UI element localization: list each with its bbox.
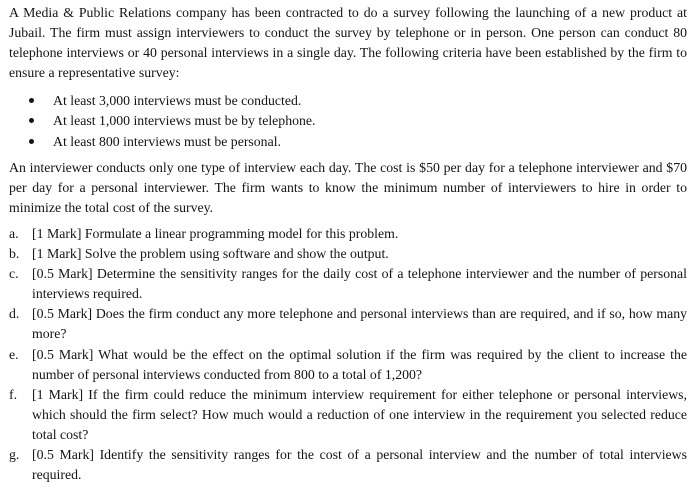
question-text: [1 Mark] Formulate a linear programming model for this problem. bbox=[32, 225, 399, 241]
cost-paragraph: An interviewer conducts only one type of interview each day. The cost is $50 per day for a telephone interviewer and $70 per day for a personal interviewer. The firm wants to know the minimum number of interviewers to hire in order to minimize the total cost of the survey. bbox=[9, 159, 687, 215]
question-item-a bbox=[9, 224, 687, 244]
question-text: [0.5 Mark] Determine the sensitivity ranges for the daily cost of a telephone interviewer and the number of personal interviews required. bbox=[32, 266, 687, 302]
question-letter: g. bbox=[9, 446, 20, 462]
question-letter: f. bbox=[9, 386, 18, 402]
question-item-d bbox=[9, 304, 687, 344]
criteria-item bbox=[9, 91, 687, 111]
criteria-text: At least 800 interviews must be personal. bbox=[53, 133, 281, 149]
criteria-list bbox=[9, 91, 687, 151]
question-letter: a. bbox=[9, 225, 19, 241]
question-item-g bbox=[9, 445, 687, 485]
question-item-f bbox=[9, 385, 687, 445]
question-letter: c. bbox=[9, 266, 19, 282]
intro-paragraph: A Media & Public Relations company has been contracted to do a survey following the launching of a new product at Jubail. The firm must assign interviewers to conduct the survey by telephone or in person. One person can conduct 80 telephone interviews or 40 personal interviews in a single day. The following criteria have been established by the firm to ensure a representative survey: bbox=[9, 5, 687, 81]
criteria-text: At least 3,000 interviews must be conducted. bbox=[53, 93, 302, 109]
bullet-icon bbox=[9, 111, 53, 131]
question-text: [0.5 Mark] Does the firm conduct any more telephone and personal interviews than are required, and if so, how many more? bbox=[32, 306, 687, 342]
question-item-c bbox=[9, 264, 687, 304]
question-item-b bbox=[9, 244, 687, 264]
bullet-icon bbox=[9, 132, 53, 152]
question-letter: b. bbox=[9, 246, 20, 262]
criteria-item bbox=[9, 111, 687, 131]
question-list bbox=[9, 224, 687, 485]
question-text: [0.5 Mark] What would be the effect on the optimal solution if the firm was required by the client to increase the number of personal interviews conducted from 800 to a total of 1,200? bbox=[32, 346, 687, 382]
bullet-icon bbox=[9, 91, 53, 111]
criteria-text: At least 1,000 interviews must be by telephone. bbox=[53, 113, 316, 129]
question-text: [0.5 Mark] Identify the sensitivity ranges for the cost of a personal interview and the number of total interviews required. bbox=[32, 446, 687, 483]
question-text: [1 Mark] If the firm could reduce the minimum interview requirement for either telephone or personal interviews, which should the firm select? How much would a reduction of one interview in the requirement you selected reduce total cost? bbox=[32, 386, 687, 442]
question-item-e bbox=[9, 345, 687, 385]
criteria-item bbox=[9, 132, 687, 152]
question-letter: e. bbox=[9, 346, 19, 362]
question-letter: d. bbox=[9, 306, 20, 322]
question-text: [1 Mark] Solve the problem using software and show the output. bbox=[32, 246, 389, 262]
